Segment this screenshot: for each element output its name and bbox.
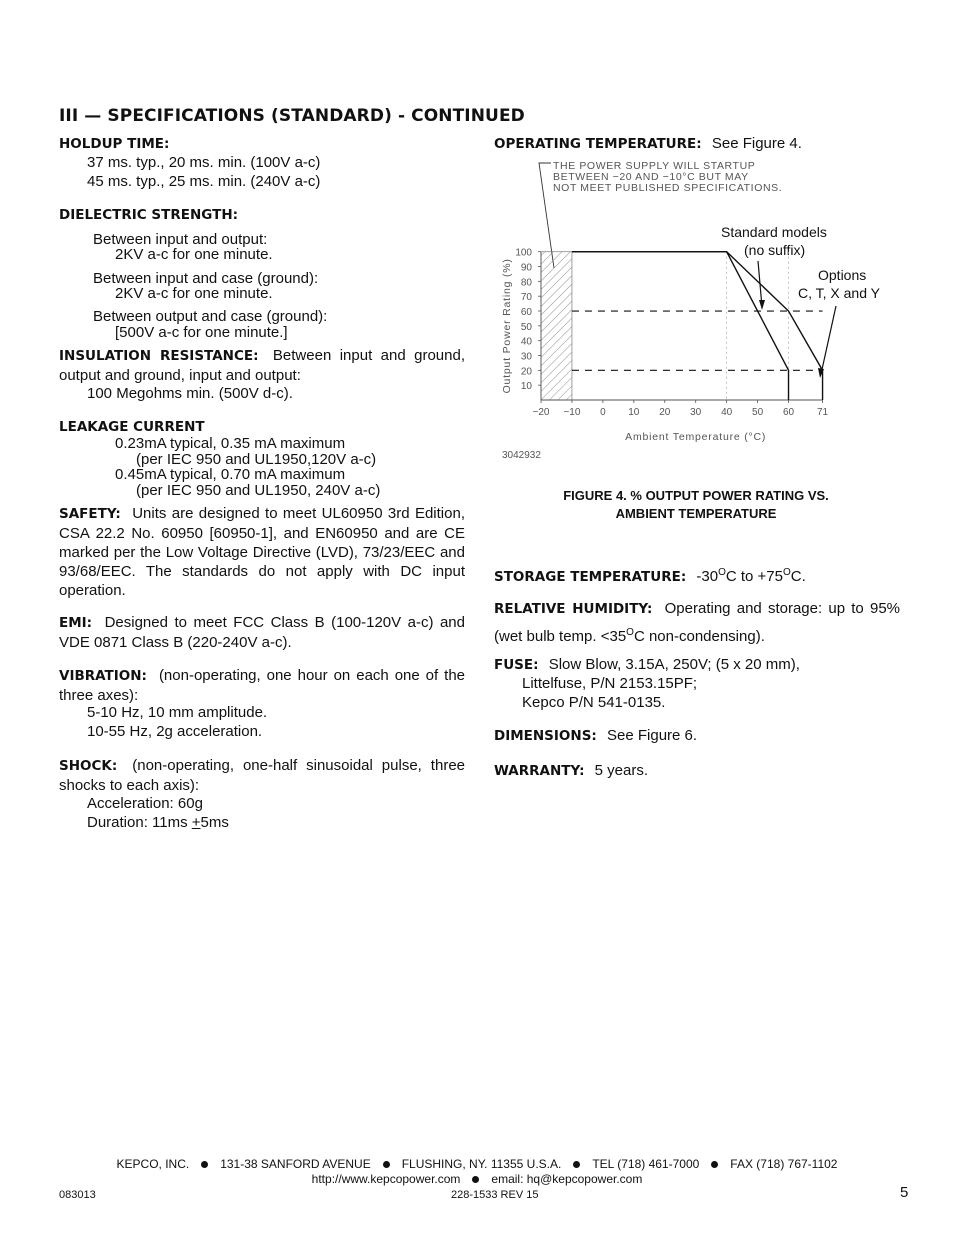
- caption-line-2: AMBIENT TEMPERATURE: [615, 506, 777, 521]
- holdup-line-1: 37 ms. typ., 20 ms. min. (100V a-c): [87, 154, 321, 171]
- safety-text: Units are designed to meet UL60950 3rd Edition, CSA 22.2 No. 60950 [60950-1], and EN60950 and are CE marked per the Low Voltage Directive (LVD), 73/23/EEC and 93/68/EEC. The standards do not apply with DC input operation.: [59, 505, 465, 599]
- leakage-title: LEAKAGE CURRENT: [59, 419, 205, 435]
- page-heading: III — SPECIFICATIONS (STANDARD) - CONTINUED: [59, 106, 525, 126]
- note-line-2: BETWEEN −20 AND −10°C BUT MAY: [553, 171, 749, 183]
- storage-title: STORAGE TEMPERATURE:: [494, 569, 687, 585]
- y-tick-label: 20: [520, 366, 532, 378]
- footer-address: 131-38 SANFORD AVENUE: [220, 1157, 371, 1171]
- drawing-number: 3042932: [502, 450, 541, 461]
- opt-arrow-line: [821, 306, 836, 374]
- insulation-title: INSULATION RESISTANCE:: [59, 348, 259, 364]
- dimensions-block: [494, 726, 697, 746]
- dielectric-line-3b: [500V a-c for one minute.]: [115, 324, 288, 341]
- humidity-title: RELATIVE HUMIDITY:: [494, 601, 653, 617]
- y-tick-label: 80: [520, 277, 532, 289]
- bullet-icon: [573, 1161, 580, 1168]
- emi-title: EMI:: [59, 615, 93, 631]
- opt-label-1: Options: [818, 267, 867, 283]
- vibration-line-2: 10-55 Hz, 2g acceleration.: [87, 723, 263, 740]
- y-tick-label: 60: [520, 307, 532, 319]
- fuse-line-1: Slow Blow, 3.15A, 250V; (5 x 20 mm),: [548, 656, 800, 673]
- y-tick-label: 70: [520, 292, 532, 304]
- dielectric-line-3: Between output and case (ground):: [93, 308, 328, 325]
- derating-series-1: [572, 252, 789, 400]
- figure-caption: [494, 487, 898, 523]
- opt-label-2: C, T, X and Y: [798, 285, 880, 301]
- chart-plot-area: [501, 248, 829, 443]
- shock-line-1: Acceleration: 60g: [87, 795, 203, 812]
- x-tick-label: 50: [752, 407, 764, 418]
- warranty-block: [494, 761, 648, 781]
- footer-line-2: [0, 1172, 954, 1186]
- vibration-block: [59, 666, 465, 705]
- footer-fax: FAX (718) 767-1102: [730, 1157, 838, 1171]
- optemp-text: See Figure 4.: [711, 135, 802, 152]
- emi-block: [59, 613, 465, 652]
- leakage-line-2b: (per IEC 950 and UL1950, 240V a-c): [136, 482, 381, 499]
- optemp-block: [494, 134, 802, 154]
- x-tick-label: 30: [690, 407, 702, 418]
- power-derating-chart: [494, 158, 904, 468]
- x-axis-label: Ambient Temperature (°C): [625, 431, 767, 443]
- x-tick-label: 0: [600, 407, 606, 418]
- derating-series-2: [572, 252, 823, 400]
- y-tick-label: 30: [520, 351, 532, 363]
- x-tick-label: 71: [816, 407, 829, 418]
- footer-line-1: [0, 1157, 954, 1171]
- dielectric-line-1b: 2KV a-c for one minute.: [115, 246, 273, 263]
- startup-hatched-region: [541, 252, 572, 400]
- footer-docno: 228-1533 REV 15: [451, 1189, 539, 1201]
- std-arrowhead: [759, 300, 765, 310]
- holdup-line-2: 45 ms. typ., 25 ms. min. (240V a-c): [87, 173, 321, 190]
- footer-city: FLUSHING, NY. 11355 U.S.A.: [401, 1157, 562, 1171]
- page-number: 5: [900, 1184, 909, 1201]
- vibration-title: VIBRATION:: [59, 668, 147, 684]
- safety-title: SAFETY:: [59, 506, 121, 522]
- dielectric-line-2: Between input and case (ground):: [93, 270, 319, 287]
- footer-company: KEPCO, INC.: [116, 1157, 190, 1171]
- x-tick-label: 60: [782, 407, 795, 418]
- note-line-3: NOT MEET PUBLISHED SPECIFICATIONS.: [553, 182, 783, 194]
- humidity-block: RELATIVE HUMIDITY: Operating and storage: up to 95% (wet bulb temp. $<35^OC$ non-condensing).: [494, 600, 900, 645]
- y-tick-label: 40: [520, 336, 532, 348]
- y-axis-label: Output Power Rating (%): [501, 258, 513, 394]
- storage-block: STORAGE TEMPERATURE: $-30^OC$ to $+75^OC$.: [494, 567, 806, 585]
- x-tick-label: 20: [659, 407, 671, 418]
- x-tick-label: −20: [532, 407, 550, 418]
- note-text: [553, 160, 782, 194]
- std-label-2: (no suffix): [744, 242, 806, 258]
- bullet-icon: [472, 1176, 479, 1183]
- shock-block: [59, 756, 465, 795]
- caption-line-1: FIGURE 4. % OUTPUT POWER RATING VS.: [563, 488, 829, 503]
- bullet-icon: [383, 1161, 390, 1168]
- emi-text: Designed to meet FCC Class B (100-120V a-c) and VDE 0871 Class B (220-240V a-c).: [59, 614, 465, 651]
- leakage-line-1: 0.23mA typical, 0.35 mA maximum: [115, 435, 346, 452]
- x-tick-label: 40: [721, 407, 733, 418]
- x-tick-label: −10: [563, 407, 581, 418]
- std-label-1: Standard models: [721, 224, 827, 240]
- fuse-line-3: Kepco P/N 541-0135.: [522, 694, 666, 711]
- dielectric-line-2b: 2KV a-c for one minute.: [115, 285, 273, 302]
- y-tick-label: 100: [515, 247, 532, 259]
- bullet-icon: [201, 1161, 208, 1168]
- shock-line-2: Duration: 11ms +5ms: [87, 814, 229, 831]
- fuse-block: [494, 655, 800, 675]
- y-tick-label: 50: [520, 321, 532, 333]
- holdup-title: HOLDUP TIME:: [59, 136, 170, 152]
- dimensions-text: See Figure 6.: [607, 727, 698, 744]
- insulation-value: 100 Megohms min. (500V d-c).: [87, 385, 293, 402]
- x-tick-label: 10: [628, 407, 640, 418]
- y-tick-label: 10: [520, 381, 532, 393]
- vibration-line-1: 5-10 Hz, 10 mm amplitude.: [87, 704, 268, 721]
- leakage-line-1b: (per IEC 950 and UL1950,120V a-c): [136, 451, 377, 468]
- insulation-text: Between input and ground, output and ground, input and output:: [59, 347, 465, 384]
- dielectric-title: DIELECTRIC STRENGTH:: [59, 207, 239, 223]
- footer-url[interactable]: http://www.kepcopower.com: [311, 1172, 461, 1186]
- footer-email[interactable]: email: hq@kepcopower.com: [491, 1172, 643, 1186]
- fuse-title: FUSE:: [494, 657, 539, 673]
- leakage-line-2: 0.45mA typical, 0.70 mA maximum: [115, 466, 346, 483]
- dielectric-line-1: Between input and output:: [93, 231, 268, 248]
- vibration-text: (non-operating, one hour on each one of the three axes):: [59, 667, 466, 704]
- dimensions-title: DIMENSIONS:: [494, 728, 597, 744]
- shock-title: SHOCK:: [59, 758, 118, 774]
- bullet-icon: [711, 1161, 718, 1168]
- warranty-text: 5 years.: [594, 762, 649, 779]
- warranty-title: WARRANTY:: [494, 763, 585, 779]
- fuse-line-2: Littelfuse, P/N 2153.15PF;: [522, 675, 698, 692]
- note-line-1: THE POWER SUPPLY WILL STARTUP: [553, 160, 756, 172]
- footer-code: 083013: [59, 1189, 96, 1201]
- safety-block: [59, 504, 465, 600]
- insulation-block: [59, 346, 465, 385]
- shock-text: (non-operating, one-half sinusoidal pulse, three shocks to each axis):: [59, 757, 465, 794]
- footer-tel: TEL (718) 461-7000: [592, 1157, 700, 1171]
- optemp-title: OPERATING TEMPERATURE:: [494, 136, 702, 152]
- y-tick-label: 90: [520, 262, 532, 274]
